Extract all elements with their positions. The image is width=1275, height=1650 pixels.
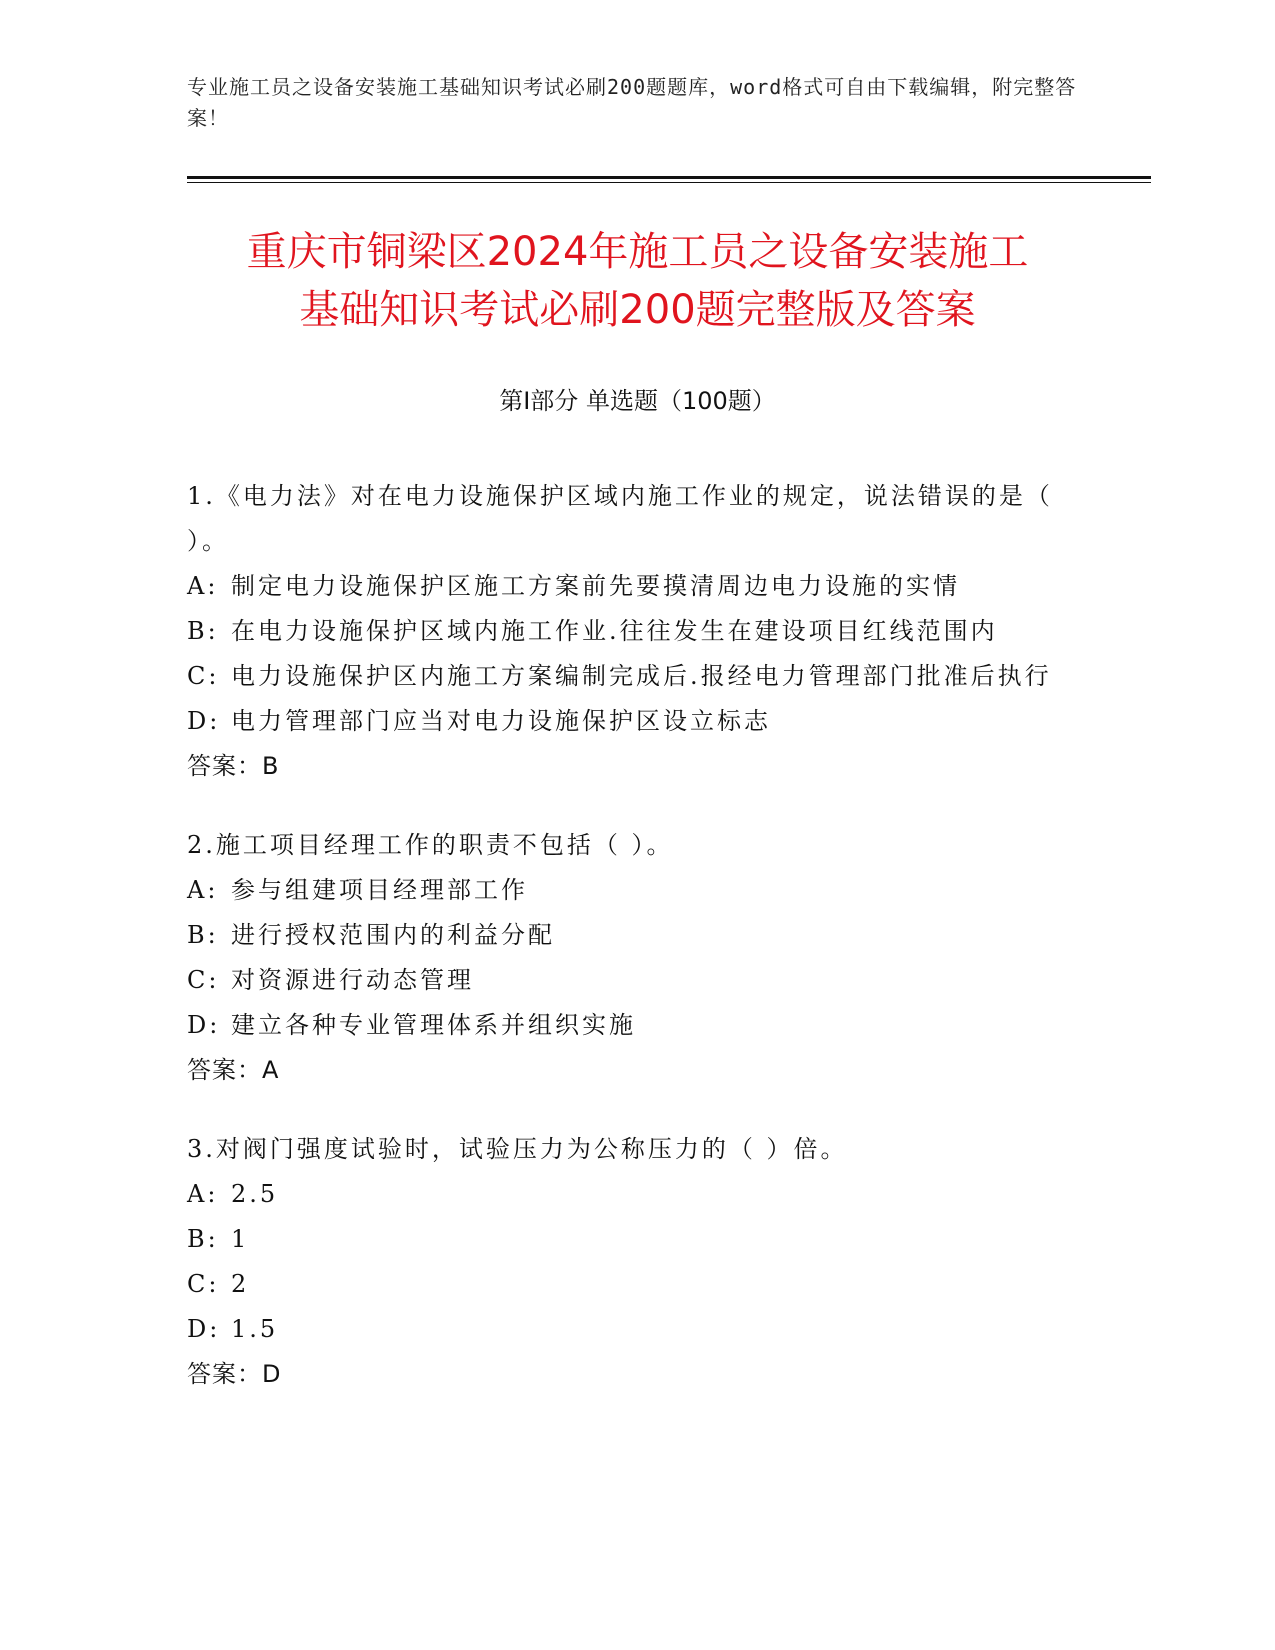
document-title-line-2: 基础知识考试必刷200题完整版及答案 <box>299 287 976 333</box>
option-label: D: <box>187 1011 221 1039</box>
option-d <box>187 699 1067 744</box>
option-label: A: <box>187 572 219 600</box>
option-label: B: <box>187 921 219 949</box>
option-label: D: <box>187 1315 221 1343</box>
document-title <box>160 223 1115 339</box>
option-label: B: <box>187 1225 219 1253</box>
option-label: D: <box>187 707 221 735</box>
question-3 <box>187 1127 1067 1397</box>
header-rule-thick <box>187 176 1151 179</box>
question-stem: 3.对阀门强度试验时，试验压力为公称压力的（ ）倍。 <box>187 1135 848 1163</box>
answer-prefix: 答案： <box>187 1360 262 1388</box>
answer-value: D <box>262 1360 282 1388</box>
option-label: C: <box>187 1270 220 1298</box>
answer-prefix: 答案： <box>187 1056 262 1084</box>
option-text: 制定电力设施保护区施工方案前先要摸清周边电力设施的实情 <box>231 572 960 600</box>
answer-value: A <box>262 1056 280 1084</box>
header-rule-thin <box>187 182 1151 183</box>
option-label: B: <box>187 617 219 645</box>
option-label: A: <box>187 876 219 904</box>
document-title-line-1: 重庆市铜梁区2024年施工员之设备安装施工 <box>246 229 1029 275</box>
option-label: A: <box>187 1180 219 1208</box>
header-note: 专业施工员之设备安装施工基础知识考试必刷200题题库，word格式可自由下载编辑，附完整答案！ <box>187 75 1077 130</box>
option-text: 2 <box>231 1270 250 1298</box>
option-text: 1 <box>231 1225 250 1253</box>
option-c <box>187 654 1067 699</box>
option-c <box>187 1262 1067 1307</box>
option-b <box>187 609 1067 654</box>
option-text: 建立各种专业管理体系并组织实施 <box>231 1011 636 1039</box>
option-a <box>187 564 1067 609</box>
option-text: 1.5 <box>231 1315 279 1343</box>
option-d <box>187 1003 1067 1048</box>
option-text: 参与组建项目经理部工作 <box>231 876 528 904</box>
question-2 <box>187 823 1067 1093</box>
option-a <box>187 868 1067 913</box>
option-text: 电力设施保护区内施工方案编制完成后.报经电力管理部门批准后执行 <box>231 662 1052 690</box>
option-b <box>187 1217 1067 1262</box>
answer-prefix: 答案： <box>187 752 262 780</box>
option-a <box>187 1172 1067 1217</box>
option-text: 2.5 <box>231 1180 279 1208</box>
option-label: C: <box>187 966 220 994</box>
answer-value: B <box>262 752 280 780</box>
option-text: 电力管理部门应当对电力设施保护区设立标志 <box>231 707 771 735</box>
option-c <box>187 958 1067 1003</box>
option-d <box>187 1307 1067 1352</box>
question-stem: 2.施工项目经理工作的职责不包括（ ）。 <box>187 831 674 859</box>
answer-line <box>187 744 1067 789</box>
option-b <box>187 913 1067 958</box>
option-text: 在电力设施保护区域内施工作业.往往发生在建设项目红线范围内 <box>231 617 998 645</box>
option-label: C: <box>187 662 220 690</box>
option-text: 对资源进行动态管理 <box>231 966 474 994</box>
answer-line <box>187 1048 1067 1093</box>
option-text: 进行授权范围内的利益分配 <box>231 921 555 949</box>
answer-line <box>187 1352 1067 1397</box>
question-list <box>187 474 1067 1431</box>
section-title: 第Ⅰ部分 单选题（100题） <box>499 387 776 415</box>
question-stem: 1.《电力法》对在电力设施保护区域内施工作业的规定，说法错误的是（ ）。 <box>187 482 1053 555</box>
question-1 <box>187 474 1067 789</box>
